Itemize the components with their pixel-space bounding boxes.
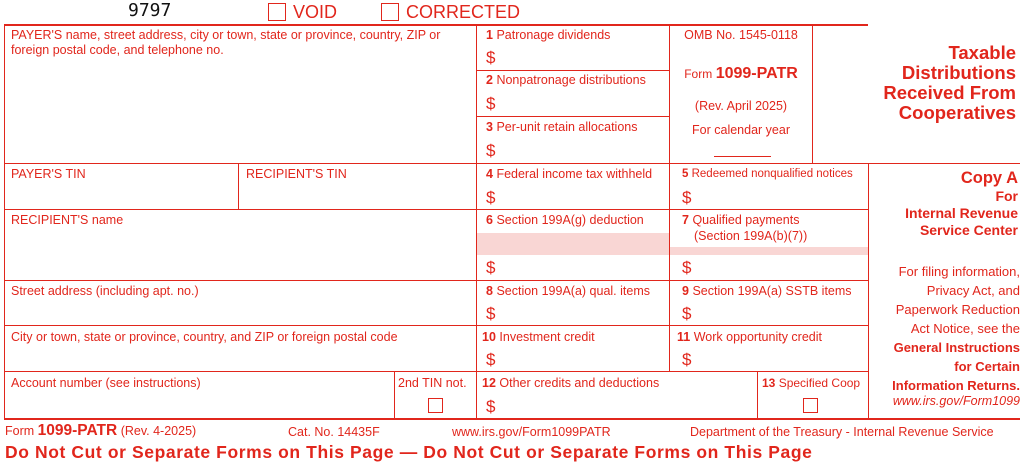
- box6-field[interactable]: [498, 256, 666, 278]
- omb-form-id: Form 1099-PATR: [684, 65, 798, 82]
- omb-calendar-year: For calendar year: [692, 123, 790, 137]
- second-tin-checkbox[interactable]: [428, 398, 443, 413]
- box10-label: 10 Investment credit: [482, 330, 595, 344]
- box6-shaded-area: [477, 233, 669, 255]
- payer-tin-field[interactable]: [5, 183, 237, 208]
- box2-label: 2 Nonpatronage distributions: [486, 73, 646, 87]
- omb-number: OMB No. 1545-0118: [684, 28, 798, 42]
- box11-dollar: $: [682, 350, 692, 369]
- box6-label: 6 Section 199A(g) deduction: [486, 213, 644, 227]
- box12-dollar: $: [486, 397, 496, 416]
- box11-label: 11 Work opportunity credit: [677, 330, 822, 344]
- box5-label: 5 Redeemed nonqualified notices: [682, 168, 853, 180]
- box5-dollar: $: [682, 188, 692, 207]
- city-label: City or town, state or province, country, and ZIP or foreign postal code: [11, 330, 398, 344]
- payer-info-field[interactable]: [5, 60, 475, 162]
- copy-a-url[interactable]: www.irs.gov/Form1099: [892, 394, 1020, 408]
- box7-label-sub: (Section 199A(b)(7)): [694, 229, 808, 243]
- footer-department: Department of the Treasury - Internal Revenue Service: [690, 425, 994, 439]
- corrected-label: CORRECTED: [406, 2, 521, 22]
- box7-dollar: $: [682, 258, 692, 277]
- city-field[interactable]: [5, 346, 475, 370]
- box7-field[interactable]: [694, 256, 864, 278]
- copy-a-heading: Copy A For Internal Revenue Service Center: [905, 169, 1018, 238]
- second-tin-label: 2nd TIN not.: [398, 376, 467, 390]
- box1-label: 1 Patronage dividends: [486, 28, 611, 42]
- form-title: Taxable Distributions Received From Cooperatives: [883, 42, 1016, 123]
- calendar-year-field[interactable]: [714, 140, 771, 156]
- box13-checkbox[interactable]: [803, 398, 818, 413]
- box6-dollar: $: [486, 258, 496, 277]
- box2-dollar: $: [486, 94, 496, 113]
- box7-label: 7 Qualified payments: [682, 213, 800, 227]
- box4-label: 4 Federal income tax withheld: [486, 167, 653, 181]
- footer-warning: Do Not Cut or Separate Forms on This Page — Do Not Cut or Separate Forms on This Page: [5, 442, 813, 462]
- box3-field[interactable]: [498, 139, 666, 161]
- box3-label: 3 Per-unit retain allocations: [486, 120, 638, 134]
- account-number-label: Account number (see instructions): [11, 376, 201, 390]
- box9-dollar: $: [682, 304, 692, 323]
- payer-info-label: PAYER'S name, street address, city or town, state or province, country, ZIP or foreign postal code, and telephone no.: [11, 28, 441, 57]
- box1-field[interactable]: [498, 46, 666, 68]
- void-label: VOID: [293, 2, 338, 22]
- street-address-field[interactable]: [5, 300, 475, 324]
- corrected-checkbox[interactable]: [381, 3, 399, 21]
- box8-field[interactable]: [498, 302, 666, 324]
- box2-field[interactable]: [498, 92, 666, 114]
- box12-label: 12 Other credits and deductions: [482, 376, 660, 390]
- box4-dollar: $: [486, 188, 496, 207]
- void-checkbox[interactable]: [268, 3, 286, 21]
- box1-dollar: $: [486, 48, 496, 67]
- box10-field[interactable]: [498, 348, 666, 370]
- recipient-tin-field[interactable]: [240, 183, 475, 208]
- omb-rev: (Rev. April 2025): [694, 99, 788, 113]
- box8-dollar: $: [486, 304, 496, 323]
- street-address-label: Street address (including apt. no.): [11, 284, 199, 298]
- footer-cat-number: Cat. No. 14435F: [288, 425, 380, 439]
- box4-field[interactable]: [498, 186, 666, 208]
- payer-tin-label: PAYER'S TIN: [11, 167, 86, 181]
- recipient-name-label: RECIPIENT'S name: [11, 213, 124, 227]
- box3-dollar: $: [486, 141, 496, 160]
- box9-label: 9 Section 199A(a) SSTB items: [682, 284, 852, 298]
- box8-label: 8 Section 199A(a) qual. items: [486, 284, 650, 298]
- box10-dollar: $: [486, 350, 496, 369]
- recipient-tin-label: RECIPIENT'S TIN: [246, 167, 347, 181]
- box5-field[interactable]: [694, 186, 864, 208]
- footer-url[interactable]: www.irs.gov/Form1099PATR: [452, 425, 611, 439]
- box9-field[interactable]: [694, 302, 864, 324]
- account-number-field[interactable]: [5, 392, 393, 417]
- recipient-name-field[interactable]: [5, 230, 475, 279]
- box12-field[interactable]: [498, 395, 754, 417]
- box13-label: 13 Specified Coop: [762, 376, 861, 390]
- box7-shaded-area: [670, 247, 868, 255]
- footer-form-id: Form 1099-PATR (Rev. 4-2025): [5, 422, 197, 439]
- form-code: 9797: [128, 0, 172, 21]
- box11-field[interactable]: [694, 348, 864, 370]
- copy-a-info: For filing information, Privacy Act, and Paperwork Reduction Act Notice, see the General Instructions for Certain Information Returns.: [892, 264, 1020, 393]
